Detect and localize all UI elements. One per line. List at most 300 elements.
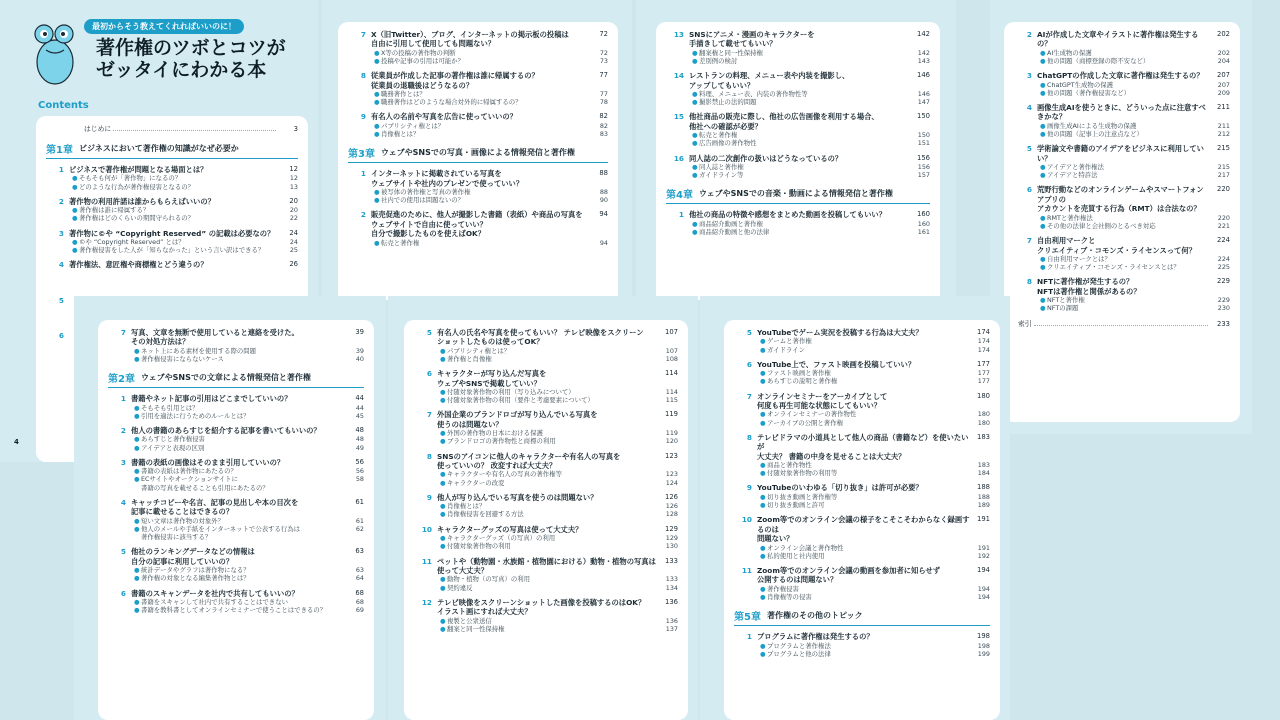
toc-subentry	[1018, 81, 1230, 89]
toc-entry-page: 82	[599, 112, 608, 121]
toc-subentry	[738, 469, 990, 477]
toc-subentry-page: 184	[977, 469, 990, 478]
toc-entry-title: 書籍のスキャンデータを社内で共有してもいいの？	[131, 588, 299, 598]
toc-entry	[670, 30, 930, 65]
toc-subentry	[738, 585, 990, 593]
toc-question	[418, 493, 678, 502]
toc-question	[670, 112, 930, 131]
toc-entry	[352, 112, 608, 138]
toc-question	[738, 515, 990, 543]
toc-entry-number: 4	[1026, 103, 1032, 113]
toc-entry-title: レストランの料理、メニュー表や内装を撮影し、 アップしてもいい？	[689, 71, 850, 90]
toc-entry-page: 211	[1217, 103, 1230, 112]
toc-subentry	[50, 174, 298, 182]
toc-entry-page: 198	[977, 632, 990, 641]
toc-entry-number: 5	[1026, 144, 1032, 154]
toc-subentry-title: 他人のメールや手紙をインターネットで公表する行為は 著作権侵害に該当する？	[141, 524, 301, 542]
toc-subentry-title: NFTの課題	[1047, 304, 1079, 313]
toc-subentry-page: 174	[977, 337, 990, 346]
bullet-icon: ●	[440, 396, 446, 405]
toc-subentry	[418, 388, 678, 396]
toc-subentry-title: 画像生成AIによる生成物の保護	[1047, 121, 1137, 130]
toc-subentry	[738, 501, 990, 509]
toc-entry-page: 207	[1217, 71, 1230, 80]
bullet-icon: ●	[692, 228, 698, 237]
bullet-icon: ●	[1040, 121, 1046, 130]
toc-subentry-page: 180	[977, 410, 990, 419]
toc-entry	[112, 458, 364, 492]
toc-subentry-title: 付随対象著作物の利用等	[767, 469, 838, 478]
toc-subentry-title: アイデアと著作権法	[1047, 163, 1104, 172]
toc-subentry-title: 転売と著作権	[381, 238, 420, 247]
bullet-icon: ●	[72, 214, 78, 223]
toc-entry-page: 229	[1217, 277, 1230, 286]
toc-question	[352, 210, 608, 238]
toc-page-4	[990, 0, 1252, 434]
toc-subentry-title: 著作権と肖像権	[447, 355, 492, 364]
toc-subentry-page: 12	[289, 174, 298, 183]
bullet-icon: ●	[72, 206, 78, 215]
toc-entry-title: 著作権法、意匠権や商標権とどう違うの？	[69, 260, 208, 270]
toc-entry-page: 88	[599, 169, 608, 178]
toc-subentry	[352, 196, 608, 204]
bullet-icon: ●	[760, 345, 766, 354]
bullet-icon: ●	[1040, 163, 1046, 172]
bullet-icon: ●	[1040, 80, 1046, 89]
toc-question	[112, 458, 364, 467]
toc-entry-number: 8	[746, 432, 752, 442]
toc-entry-number: 7	[426, 410, 432, 420]
toc-subentry-title: キャラクターや有名人の写真の著作権等	[447, 470, 562, 479]
toc-entry-number: 6	[120, 588, 126, 598]
toc-subentry-page: 137	[665, 624, 678, 633]
toc-entry-title: 画像生成AIを使うときに、どういった点に注意すべきかな？	[1037, 103, 1206, 122]
toc-subentry-page: 177	[977, 377, 990, 386]
toc-subentry-title: 外国の著作物の日本における保護	[447, 429, 543, 438]
chapter-label: 第5章	[734, 612, 761, 624]
toc-question	[112, 589, 364, 598]
toc-subentry	[670, 228, 930, 236]
toc-entry-number: 3	[120, 457, 126, 467]
toc-entry-title: ChatGPTの作成した文章に著作権は発生するの？	[1037, 71, 1204, 81]
toc-subentry	[418, 470, 678, 478]
toc-entry-title: 荒野行動などのオンラインゲームやスマートフォンアプリの アカウントを売買する行為（RMT）は合法なの？	[1037, 185, 1204, 214]
toc-subentry	[738, 544, 990, 552]
book-subtitle-banner: 最初からそう教えてくれればいいのに！	[84, 19, 244, 34]
toc-entry-title: 書籍やネット記事の引用はどこまでしていいの？	[131, 394, 292, 404]
bullet-icon: ●	[760, 584, 766, 593]
toc-entry	[50, 260, 298, 269]
toc-subentry-title: 付随対象著作物の利用（要件と考慮要素について）	[447, 396, 594, 405]
toc-entry-number: 14	[673, 71, 684, 81]
toc-subentry	[418, 347, 678, 355]
toc-question	[352, 71, 608, 90]
toc-question	[352, 30, 608, 49]
toc-question	[1018, 30, 1230, 49]
leader-dots	[1034, 319, 1208, 326]
toc-entry-page: 68	[355, 588, 364, 597]
toc-page-6	[388, 296, 698, 720]
toc-entry	[50, 165, 298, 191]
bullet-icon: ●	[374, 188, 380, 197]
toc-subentry	[112, 347, 364, 355]
toc-subentry-title: そもそも何が「著作物」になるの？	[79, 174, 182, 183]
toc-subentry	[738, 493, 990, 501]
bullet-icon: ●	[760, 461, 766, 470]
toc-subentry	[670, 57, 930, 65]
toc-subentry-page: 150	[917, 131, 930, 140]
toc-entry-page: 44	[355, 394, 364, 403]
toc-question	[1018, 236, 1230, 255]
toc-card-6	[404, 320, 688, 720]
bullet-icon: ●	[374, 48, 380, 57]
toc-entry-page: 174	[977, 328, 990, 336]
toc-entry	[738, 483, 990, 509]
toc-card-2	[338, 22, 618, 300]
toc-subentry-page: 225	[1217, 263, 1230, 272]
bullet-icon: ●	[1040, 48, 1046, 57]
chapter-heading	[734, 608, 990, 626]
toc-subentry-title: ガイドライン等	[699, 171, 744, 180]
toc-subentry-page: 44	[355, 403, 364, 412]
bullet-icon: ●	[374, 121, 380, 130]
bullet-icon: ●	[440, 478, 446, 487]
chapter-title: ビジネスにおいて著作権の知識がなぜ必要か	[78, 144, 239, 153]
frontmatter-entry	[50, 124, 298, 134]
toc-entry	[1018, 71, 1230, 97]
toc-entry-page: 72	[599, 30, 608, 38]
toc-subentry	[112, 574, 364, 582]
toc-subentry-page: 212	[1217, 130, 1230, 139]
toc-entry-page: 224	[1217, 236, 1230, 245]
toc-subentry-page: 83	[599, 130, 608, 139]
toc-subentry-page: 72	[599, 48, 608, 57]
toc-subentry-page: 146	[917, 90, 930, 99]
toc-entry-number: 6	[746, 359, 752, 369]
bullet-icon: ●	[760, 369, 766, 378]
toc-subentry-title: X等の投稿の著作物の判断	[381, 48, 456, 57]
toc-subentry-page: 107	[665, 346, 678, 355]
bullet-icon: ●	[134, 516, 140, 525]
bullet-icon: ●	[134, 411, 140, 420]
bullet-icon: ●	[134, 467, 140, 476]
toc-subentry-page: 147	[917, 98, 930, 107]
toc-question	[670, 154, 930, 163]
toc-entry-title: テレビドラマの小道具として他人の商品（書籍など）を使いたいが 大丈夫？ 書籍の中身を見せることは大丈夫？	[757, 432, 969, 461]
bullet-icon: ●	[692, 48, 698, 57]
toc-subentry-page: 45	[355, 411, 364, 420]
toc-subentry-title: 職務著作はどのような場合対外的に帰属するの？	[381, 98, 522, 107]
toc-entry-title: 著作物の利用許諾は誰からもらえばいいの？	[69, 196, 215, 206]
toc-subentry-title: 引用を適法に行うためのルールとは？	[141, 411, 250, 420]
toc-subentry-title: 書籍の表紙は著作物にあたるの？	[141, 467, 237, 476]
bullet-icon: ●	[760, 551, 766, 560]
toc-subentry-title: 他の問題（商標登録の際不安など）	[1047, 57, 1150, 66]
toc-entry-page: 77	[599, 71, 608, 80]
toc-subentry-page: 229	[1217, 296, 1230, 305]
toc-subentry	[50, 183, 298, 191]
toc-subentry-page: 126	[665, 502, 678, 511]
contents-label: Contents	[38, 100, 89, 111]
toc-entry-page: 129	[665, 524, 678, 533]
toc-entry	[670, 71, 930, 106]
toc-entry	[738, 515, 990, 560]
toc-entry-number: 8	[360, 71, 366, 81]
chapter-title: 著作権のその他のトピック	[766, 611, 863, 621]
book-title-area	[38, 14, 308, 81]
toc-entry-title: キャッチコピーや名言、記事の見出しや本の目次を 記事に載せることはできるの？	[131, 497, 299, 517]
toc-entry-number: 3	[1026, 71, 1032, 81]
toc-subentry-title: 付随対象著作物の利用	[447, 542, 511, 551]
toc-subentry-title: ガイドライン	[767, 345, 805, 354]
toc-subentry-title: 自由利用マークとは？	[1047, 254, 1111, 263]
toc-subentry	[50, 238, 298, 246]
toc-question	[418, 557, 678, 576]
toc-entry-title: 同人誌の二次創作の扱いはどうなっているの？	[689, 153, 843, 163]
toc-subentry	[352, 122, 608, 130]
toc-entry-number: 13	[673, 30, 684, 39]
toc-entry-number: 10	[741, 515, 752, 525]
toc-entry-title: YouTube上で、ファスト映画を投稿していい？	[757, 359, 916, 369]
bullet-icon: ●	[440, 510, 446, 519]
bullet-icon: ●	[134, 443, 140, 452]
toc-subentry-page: 68	[355, 597, 364, 606]
toc-subentry-page: 49	[355, 443, 364, 452]
toc-entry	[738, 328, 990, 354]
toc-subentry-title: 投稿や記事の引用は可能か？	[381, 57, 465, 66]
toc-entry-number: 12	[421, 597, 432, 607]
toc-entry-title: 他社のランキングデータなどの情報は 自分の記事に利用していいの？	[131, 547, 255, 566]
toc-entry-title: オンラインセミナーをアーカイブとして 何度も再生可能な状態にしてもいい？	[757, 391, 888, 411]
toc-entry-title: 有名人の名前や写真を広告に使っていいの？	[371, 112, 517, 122]
toc-entry	[670, 112, 930, 147]
toc-entry-title: 書籍の表紙の画像はそのまま引用していいの？	[131, 457, 285, 467]
toc-subentry-page: 211	[1217, 121, 1230, 130]
bullet-icon: ●	[374, 90, 380, 99]
chapter-title: ウェブやSNSでの文章による情報発信と著作権	[140, 373, 311, 383]
toc-subentry-page: 119	[665, 429, 678, 438]
bullet-icon: ●	[72, 174, 78, 183]
toc-subentry	[418, 437, 678, 445]
toc-subentry-page: 88	[599, 188, 608, 197]
bullet-icon: ●	[440, 583, 446, 592]
toc-subentry-title: 統計データやグラフは著作物になる？	[141, 566, 250, 575]
bullet-icon: ●	[760, 501, 766, 510]
toc-subentry-page: 22	[289, 214, 298, 223]
toc-entry	[738, 360, 990, 386]
toc-entry-number: 4	[120, 497, 126, 507]
toc-entry-title: 外国企業のブランドロゴが写り込んでいる写真を 使うのは問題ない？	[437, 410, 598, 429]
toc-entry-title: 他人が写り込んでいる写真を使うのは問題ない？	[437, 492, 598, 502]
page-number: 4	[14, 438, 19, 446]
toc-subentry-title: 広告画像の著作物性	[699, 139, 757, 148]
toc-subentry	[418, 355, 678, 363]
frog-mascot-icon	[30, 18, 80, 88]
toc-question	[1018, 277, 1230, 296]
toc-entry-number: 7	[1026, 236, 1032, 246]
bullet-icon: ●	[692, 219, 698, 228]
index-entry	[1018, 319, 1230, 329]
toc-entry-page: 150	[917, 112, 930, 121]
toc-entry-number: 9	[426, 492, 432, 502]
chapter-label: 第2章	[108, 374, 135, 386]
bullet-icon: ●	[134, 524, 140, 533]
toc-entry-page: 142	[917, 30, 930, 38]
toc-subentry-page: 224	[1217, 254, 1230, 263]
bullet-icon: ●	[374, 57, 380, 66]
toc-subentry	[112, 435, 364, 443]
toc-subentry	[418, 625, 678, 633]
toc-subentry-title: 著作権はどのくらいの期間守られるの？	[79, 214, 195, 223]
toc-subentry-title: ファスト映画と著作権	[767, 369, 831, 378]
toc-entry-title: 他社商品の販売に際し、他社の広告画像を利用する場合、 他社への確認が必要？	[689, 112, 879, 131]
toc-subentry	[738, 650, 990, 658]
toc-subentry-title: 切り抜き動画と許可	[767, 501, 825, 510]
toc-subentry-page: 199	[977, 649, 990, 658]
chapter-heading	[46, 141, 298, 159]
toc-question	[738, 483, 990, 492]
toc-entry-title: プログラムに著作権は発生するの？	[757, 632, 874, 642]
bullet-icon: ●	[692, 171, 698, 180]
toc-entry-page: 56	[355, 457, 364, 466]
toc-subentry-page: 221	[1217, 221, 1230, 230]
toc-subentry-page: 39	[355, 346, 364, 355]
toc-entry-number: 7	[360, 30, 366, 39]
bullet-icon: ●	[760, 492, 766, 501]
toc-entry	[738, 433, 990, 478]
toc-subentry-title: パブリシティ権とは？	[381, 121, 445, 130]
toc-entry-page: 39	[355, 328, 364, 336]
toc-subentry-title: 切り抜き動画と著作権等	[767, 492, 838, 501]
toc-subentry-page: 204	[1217, 57, 1230, 66]
toc-entry-title: 著作物に©や “Copyright Reserved” の記載は必要なの？	[69, 228, 275, 238]
toc-entry-page: 220	[1217, 185, 1230, 194]
bullet-icon: ●	[692, 90, 698, 99]
bullet-icon: ●	[440, 502, 446, 511]
toc-subentry-title: 商品紹介動画と他の法律	[699, 228, 770, 237]
bullet-icon: ●	[760, 641, 766, 650]
bullet-icon: ●	[440, 429, 446, 438]
chapter-label: 第1章	[46, 145, 73, 156]
toc-subentry-title: キャラクターグッズ（の写真）の利用	[447, 534, 556, 543]
toc-subentry-title: 私的使用と社内使用	[767, 551, 825, 560]
bullet-icon: ●	[760, 469, 766, 478]
toc-subentry-page: 188	[977, 492, 990, 501]
toc-question	[418, 328, 678, 347]
bullet-icon: ●	[374, 130, 380, 139]
toc-entry	[670, 210, 930, 236]
toc-subentry-page: 192	[977, 551, 990, 560]
toc-subentry-page: 48	[355, 435, 364, 444]
toc-subentry-title: あらすじと著作権侵害	[141, 435, 205, 444]
toc-subentry-page: 13	[289, 182, 298, 191]
toc-subentry-page: 94	[599, 238, 608, 247]
toc-subentry-page: 202	[1217, 48, 1230, 57]
toc-subentry-page: 207	[1217, 80, 1230, 89]
toc-entry-title: 従業員が作成した記事の著作権は誰に帰属するの？ 従業員の退職後はどうなるの？	[371, 71, 539, 90]
toc-subentry-title: クリエイティブ・コモンズ・ライセンスとは？	[1047, 263, 1180, 272]
toc-entry	[1018, 144, 1230, 179]
bullet-icon: ●	[692, 163, 698, 172]
toc-subentry-title: 著作権は誰に帰属する？	[79, 206, 150, 215]
toc-entry-title: X（旧Twitter）、ブログ、インターネットの掲示板の投稿は 自由に引用して使用しても問題ない？	[371, 30, 569, 49]
toc-subentry-title: ©や “Copyright Reserved” とは？	[79, 238, 185, 247]
toc-subentry-page: 73	[599, 57, 608, 66]
chapter-heading	[348, 145, 608, 163]
toc-entry-number: 10	[421, 524, 432, 534]
toc-subentry-title: パブリシティ権とは？	[447, 346, 511, 355]
toc-subentry-title: 著作権侵害	[767, 584, 799, 593]
toc-subentry	[1018, 304, 1230, 312]
toc-entry-number: 2	[58, 196, 64, 206]
toc-entry	[1018, 277, 1230, 312]
bullet-icon: ●	[72, 238, 78, 247]
toc-card-5	[98, 320, 374, 720]
toc-entry-page: 26	[289, 260, 298, 269]
bullet-icon: ●	[1040, 213, 1046, 222]
toc-entry-title: NFTに著作権が発生するの？ NFTは著作権と関係があるの？	[1037, 277, 1141, 296]
toc-subentry	[738, 346, 990, 354]
toc-subentry-page: 217	[1217, 171, 1230, 180]
chapter-label: 第3章	[348, 149, 375, 161]
toc-entry	[418, 598, 678, 633]
toc-question	[738, 566, 990, 585]
toc-subentry-page: 24	[289, 238, 298, 247]
toc-question	[1018, 71, 1230, 80]
toc-subentry-page: 25	[289, 246, 298, 255]
toc-subentry	[50, 246, 298, 254]
toc-subentry-page: 77	[599, 90, 608, 99]
toc-entry	[1018, 185, 1230, 230]
bullet-icon: ●	[134, 403, 140, 412]
toc-entry-number: 6	[58, 331, 64, 341]
toc-question	[670, 210, 930, 219]
toc-entry	[418, 493, 678, 519]
toc-subentry-page: 215	[1217, 163, 1230, 172]
toc-entry-page: 156	[917, 153, 930, 162]
toc-subentry-title: アイデアと表現の区別	[141, 443, 205, 452]
toc-subentry-title: 翻案権と同一性保持権	[699, 48, 763, 57]
toc-subentry	[112, 598, 364, 606]
toc-entry	[352, 210, 608, 246]
bullet-icon: ●	[440, 542, 446, 551]
toc-page-7	[700, 296, 1010, 720]
bullet-icon: ●	[1040, 304, 1046, 313]
toc-entry	[738, 632, 990, 658]
toc-subentry-title: 撮影禁止の法的問題	[699, 98, 757, 107]
toc-entry	[418, 410, 678, 445]
bullet-icon: ●	[1040, 263, 1046, 272]
toc-question	[50, 229, 298, 238]
toc-subentry-page: 198	[977, 641, 990, 650]
toc-entry-number: 1	[58, 165, 64, 174]
bullet-icon: ●	[134, 597, 140, 606]
toc-entry-number: 8	[1026, 277, 1032, 287]
toc-subentry-page: 194	[977, 592, 990, 601]
toc-entry-number: 9	[360, 112, 366, 122]
toc-subentry-title: ブランドロゴの著作物性と商標の利用	[447, 437, 556, 446]
toc-subentry-title: 著作権侵害にならないケース	[141, 355, 224, 364]
toc-subentry-page: 177	[977, 369, 990, 378]
toc-subentry	[112, 355, 364, 363]
toc-subentry-title: 肖像権侵害を回避する方法	[447, 510, 524, 519]
toc-question	[1018, 103, 1230, 122]
bullet-icon: ●	[760, 592, 766, 601]
toc-subentry	[352, 98, 608, 106]
toc-subentry	[112, 412, 364, 420]
toc-card-7	[724, 320, 1000, 720]
toc-entry	[418, 557, 678, 592]
